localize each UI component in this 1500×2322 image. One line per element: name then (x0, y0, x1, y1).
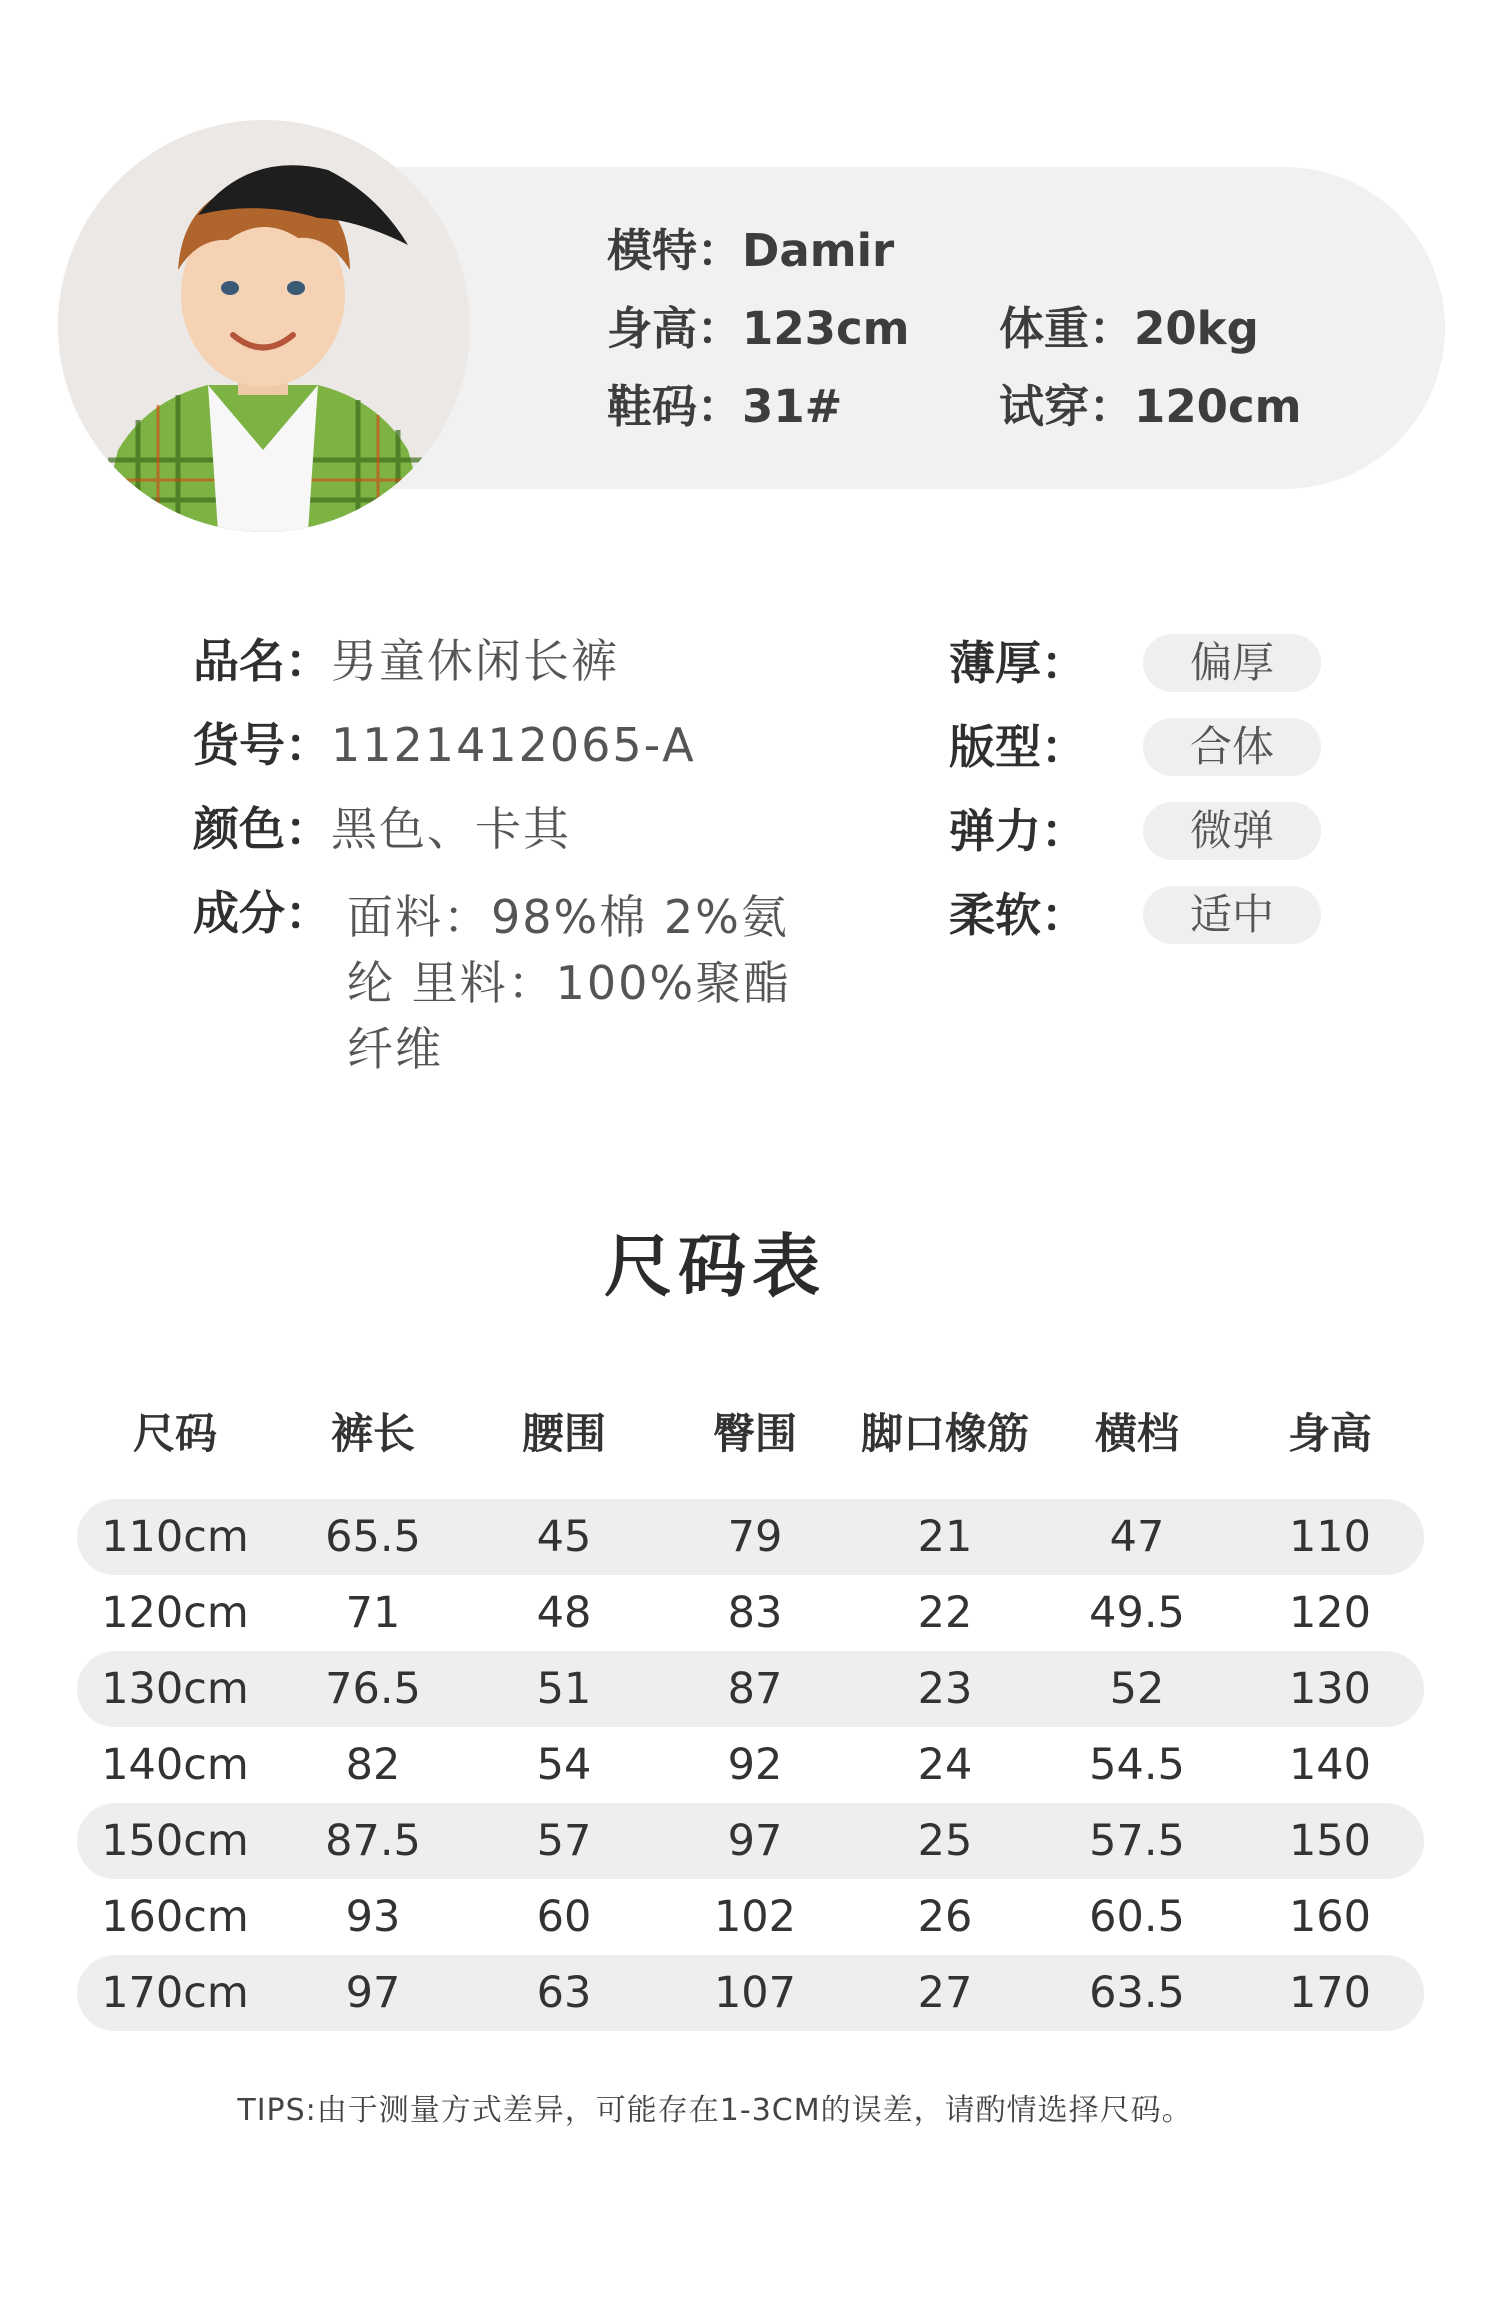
table-cell: 150cm (101, 1816, 249, 1866)
table-cell: 79 (727, 1512, 783, 1562)
table-cell: 24 (917, 1740, 973, 1790)
model-name-label: 模特： (607, 224, 743, 277)
product-name-value: 男童休闲长裤 (331, 634, 619, 688)
table-cell: 130 (1288, 1664, 1372, 1714)
model-height-value: 123cm (742, 302, 910, 355)
attr-fit-label: 版型： (949, 720, 1087, 774)
table-cell: 97 (345, 1968, 401, 2018)
table-cell: 63 (536, 1968, 592, 2018)
model-avatar (58, 120, 470, 532)
attr-elasticity-label: 弹力： (949, 804, 1087, 858)
product-composition-row (193, 886, 331, 940)
table-cell: 87 (727, 1664, 783, 1714)
table-cell: 23 (917, 1664, 973, 1714)
table-cell: 82 (345, 1740, 401, 1790)
product-color-value: 黑色、卡其 (331, 802, 571, 856)
size-table-header: 尺码 (132, 1409, 217, 1458)
table-cell: 45 (536, 1512, 592, 1562)
table-cell: 60.5 (1089, 1892, 1185, 1942)
model-name-row (607, 224, 895, 277)
attr-elasticity-pill: 微弹 (1143, 802, 1321, 860)
table-cell: 97 (727, 1816, 783, 1866)
table-cell: 49.5 (1089, 1588, 1185, 1638)
product-composition-label: 成分： (193, 886, 331, 940)
table-cell: 48 (536, 1588, 592, 1638)
model-shoe-value: 31# (742, 380, 843, 433)
attr-softness-label: 柔软： (949, 888, 1087, 942)
model-weight-row (999, 302, 1259, 355)
table-cell: 120cm (101, 1588, 249, 1638)
model-weight-value: 20kg (1134, 302, 1259, 355)
size-table-header: 裤长 (330, 1409, 415, 1458)
product-name-row (193, 634, 619, 688)
product-color-label: 颜色： (193, 802, 331, 856)
table-cell: 87.5 (325, 1816, 421, 1866)
table-cell: 47 (1109, 1512, 1165, 1562)
size-table-header: 横档 (1094, 1409, 1179, 1458)
model-tryon-label: 试穿： (999, 380, 1135, 433)
table-cell: 170 (1288, 1968, 1372, 2018)
table-cell: 140cm (101, 1740, 249, 1790)
size-tips: TIPS:由于测量方式差异，可能存在1-3CM的误差，请酌情选择尺码。 (237, 2093, 1193, 2128)
size-table-title: 尺码表 (603, 1228, 826, 1307)
table-cell: 26 (917, 1892, 973, 1942)
attr-softness-pill: 适中 (1143, 886, 1321, 944)
table-cell: 57.5 (1089, 1816, 1185, 1866)
attr-thickness-label: 薄厚： (949, 636, 1087, 690)
table-cell: 25 (917, 1816, 973, 1866)
table-cell: 65.5 (325, 1512, 421, 1562)
size-table-header: 臀围 (712, 1409, 797, 1458)
model-tryon-row (999, 380, 1302, 433)
table-cell: 140 (1288, 1740, 1372, 1790)
table-cell: 150 (1288, 1816, 1372, 1866)
table-cell: 92 (727, 1740, 783, 1790)
model-shoe-row (607, 380, 843, 433)
model-name-value: Damir (742, 224, 895, 277)
size-table-header: 身高 (1287, 1409, 1372, 1458)
table-cell: 22 (917, 1588, 973, 1638)
table-cell: 107 (713, 1968, 797, 2018)
table-cell: 51 (536, 1664, 592, 1714)
table-cell: 83 (727, 1588, 783, 1638)
table-cell: 160cm (101, 1892, 249, 1942)
model-tryon-value: 120cm (1134, 380, 1302, 433)
table-cell: 54.5 (1089, 1740, 1185, 1790)
model-shoe-label: 鞋码： (607, 380, 743, 433)
model-photo-image (58, 120, 470, 532)
product-color-row (193, 802, 571, 856)
table-cell: 76.5 (325, 1664, 421, 1714)
table-cell: 63.5 (1089, 1968, 1185, 2018)
table-cell: 54 (536, 1740, 592, 1790)
attr-thickness-pill: 偏厚 (1143, 634, 1321, 692)
size-table-header: 脚口橡筋 (860, 1409, 1029, 1458)
table-cell: 27 (917, 1968, 973, 2018)
table-cell: 120 (1288, 1588, 1372, 1638)
attr-fit-pill: 合体 (1143, 718, 1321, 776)
table-cell: 21 (917, 1512, 973, 1562)
table-cell: 170cm (101, 1968, 249, 2018)
size-table-header: 腰围 (521, 1409, 606, 1458)
model-weight-label: 体重： (999, 302, 1135, 355)
table-cell: 130cm (101, 1664, 249, 1714)
table-cell: 57 (536, 1816, 592, 1866)
table-cell: 71 (345, 1588, 401, 1638)
product-code-label: 货号： (193, 718, 331, 772)
model-height-label: 身高： (607, 302, 743, 355)
table-cell: 110 (1288, 1512, 1372, 1562)
model-height-row (607, 302, 910, 355)
table-cell: 60 (536, 1892, 592, 1942)
table-cell: 93 (345, 1892, 401, 1942)
product-code-row (193, 718, 696, 772)
product-code-value: 1121412065-A (331, 718, 696, 772)
table-cell: 110cm (101, 1512, 249, 1562)
table-cell: 102 (713, 1892, 797, 1942)
table-cell: 160 (1288, 1892, 1372, 1942)
product-name-label: 品名： (193, 634, 331, 688)
table-cell: 52 (1109, 1664, 1165, 1714)
product-composition-value: 面料：98%棉 2%氨纶 里料：100%聚酯纤维 (347, 890, 792, 1076)
